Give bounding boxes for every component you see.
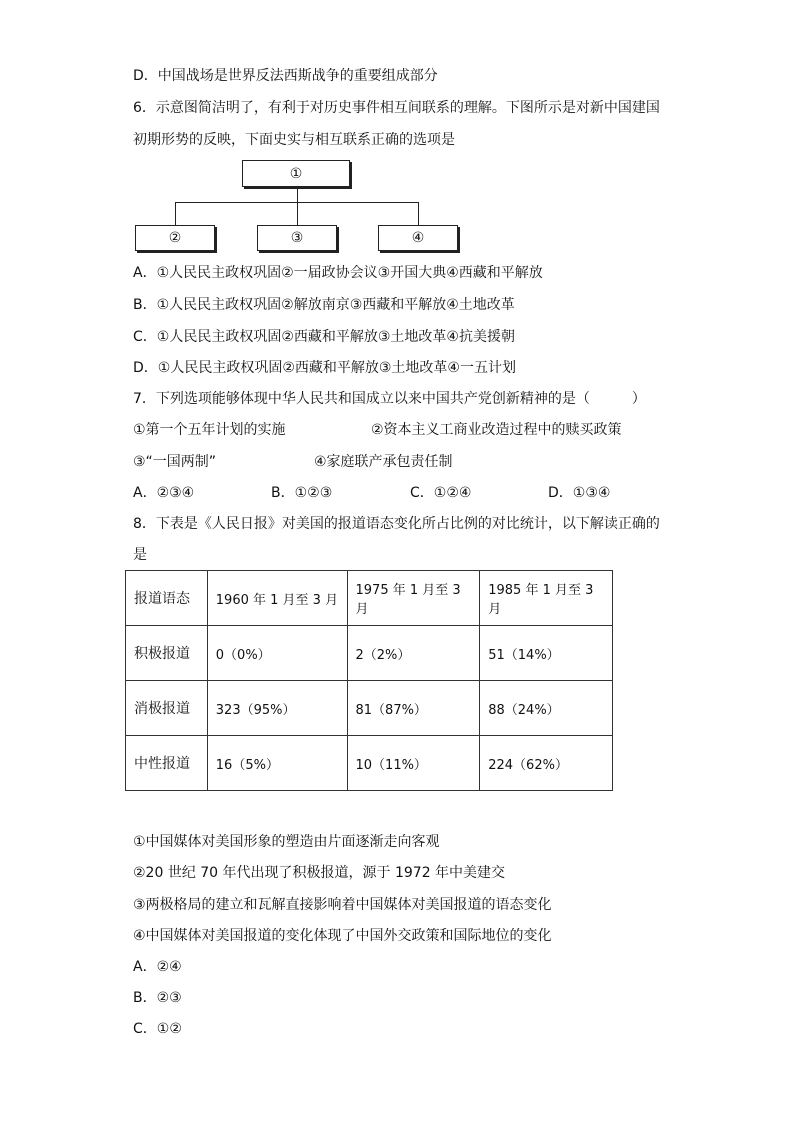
q7-statement-4: ④家庭联产承包责任制 xyxy=(314,454,453,470)
q6-option-c: C．①人民民主政权巩固②西藏和平解放③土地改革④抗美援朝 xyxy=(133,329,515,345)
q7-option-b: B．①②③ xyxy=(271,485,333,501)
table-cell: 16（5%） xyxy=(207,736,347,791)
q6-option-d: D．①人民民主政权巩固②西藏和平解放③土地改革④一五计划 xyxy=(133,360,516,376)
table-cell: 积极报道 xyxy=(126,626,208,681)
q6-option-b: B．①人民民主政权巩固②解放南京③西藏和平解放④土地改革 xyxy=(133,297,515,313)
q8-stem-line2: 是 xyxy=(133,547,147,563)
q8-statement-3: ③两极格局的建立和瓦解直接影响着中国媒体对美国报道的语态变化 xyxy=(133,897,552,913)
q7-statement-3: ③“一国两制” xyxy=(133,454,217,470)
table-cell: 2（2%） xyxy=(347,626,480,681)
table-cell: 224（62%） xyxy=(480,736,613,791)
q8-stem-line1: 8．下表是《人民日报》对美国的报道语态变化所占比例的对比统计，以下解读正确的 xyxy=(133,516,660,532)
diagram-connector-vertical xyxy=(297,188,298,202)
q8-statement-4: ④中国媒体对美国报道的变化体现了中国外交政策和国际地位的变化 xyxy=(133,928,552,944)
diagram-box-left: ② xyxy=(135,225,215,251)
q8-option-c: C．①② xyxy=(133,1021,182,1037)
q6-option-a: A．①人民民主政权巩固②一届政协会议③开国大典④西藏和平解放 xyxy=(133,265,543,281)
q7-statement-2: ②资本主义工商业改造过程中的赎买政策 xyxy=(371,422,622,438)
table-row xyxy=(126,681,613,736)
table-row xyxy=(126,736,613,791)
table-header-cell: 报道语态 xyxy=(126,571,208,626)
q8-option-b: B．②③ xyxy=(133,990,182,1006)
prev-option-d: D．中国战场是世界反法西斯战争的重要组成部分 xyxy=(133,68,438,84)
q7-statement-1: ①第一个五年计划的实施 xyxy=(133,422,286,438)
diagram-box-top: ① xyxy=(242,160,350,187)
table-header-cell: 1960 年 1 月至 3 月 xyxy=(207,571,347,626)
q8-statement-1: ①中国媒体对美国形象的塑造由片面逐渐走向客观 xyxy=(133,834,440,850)
q8-option-a: A．②④ xyxy=(133,959,182,975)
diagram-connector-left xyxy=(175,202,176,225)
diagram-box-right: ④ xyxy=(378,225,458,251)
table-header-row xyxy=(126,571,613,626)
table-cell: 323（95%） xyxy=(207,681,347,736)
diagram-connector-right xyxy=(418,202,419,225)
diagram-box-mid: ③ xyxy=(257,225,337,251)
table-cell: 88（24%） xyxy=(480,681,613,736)
table-cell: 51（14%） xyxy=(480,626,613,681)
table-row xyxy=(126,626,613,681)
table-cell: 81（87%） xyxy=(347,681,480,736)
table-cell: 消极报道 xyxy=(126,681,208,736)
q7-option-a: A．②③④ xyxy=(133,485,195,501)
report-table xyxy=(125,570,613,791)
q7-option-c: C．①②④ xyxy=(410,485,472,501)
table-cell: 中性报道 xyxy=(126,736,208,791)
q7-option-d: D．①③④ xyxy=(548,485,611,501)
diagram-connector-mid xyxy=(297,202,298,225)
table-cell: 0（0%） xyxy=(207,626,347,681)
q7-stem: 7．下列选项能够体现中华人民共和国成立以来中国共产党创新精神的是（ ） xyxy=(133,391,646,407)
q6-stem-line1: 6．示意图简洁明了，有利于对历史事件相互间联系的理解。下图所示是对新中国建国 xyxy=(133,100,660,116)
table-cell: 10（11%） xyxy=(347,736,480,791)
table-header-cell: 1985 年 1 月至 3 月 xyxy=(480,571,613,626)
q8-statement-2: ②20 世纪 70 年代出现了积极报道，源于 1972 年中美建交 xyxy=(133,865,506,881)
table-header-cell: 1975 年 1 月至 3 月 xyxy=(347,571,480,626)
q6-stem-line2: 初期形势的反映，下面史实与相互联系正确的选项是 xyxy=(133,132,455,148)
